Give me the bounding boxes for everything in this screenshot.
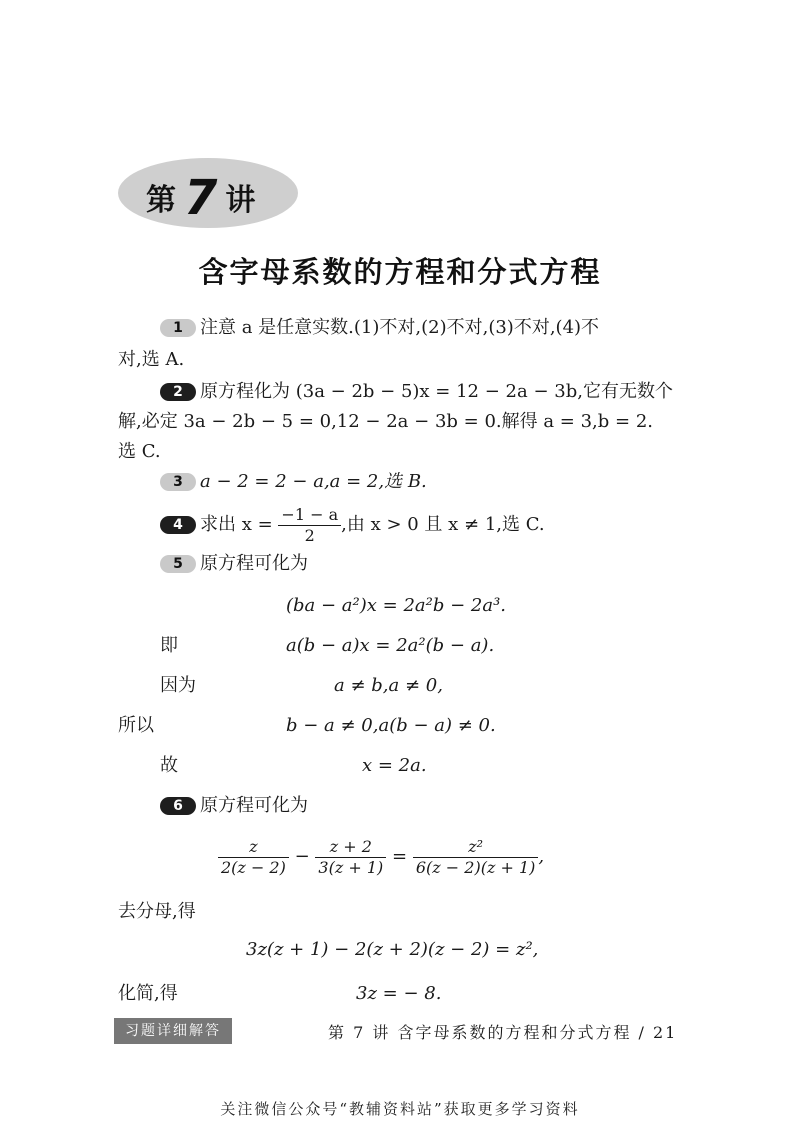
problem-2-badge: 2 (160, 383, 196, 401)
problem-5-equation-5: x = 2a. (362, 755, 427, 776)
lecture-number: 7 (184, 170, 218, 226)
problem-1-line-2: 对,选 A. (118, 349, 185, 370)
problem-6-intro-text: 原方程可化为 (200, 795, 308, 816)
problem-5-equation-3: a ≠ b,a ≠ 0, (334, 675, 443, 696)
problem-5-label-3: 因为 (160, 675, 196, 696)
problem-6-fraction-2 (315, 837, 386, 878)
problem-6-step-2-equation: 3z = − 8. (356, 983, 442, 1004)
problem-5-badge: 5 (160, 555, 196, 573)
problem-6-badge: 6 (160, 797, 196, 815)
problem-5-intro-text: 原方程可化为 (200, 553, 308, 574)
problem-5-intro (160, 552, 308, 576)
problem-2-line-1 (160, 380, 673, 404)
problem-3-line (160, 470, 427, 494)
problem-6-step-2-label: 化简,得 (118, 983, 178, 1004)
problem-4-line (160, 502, 545, 548)
problem-6-fraction-1-denominator: 2(z − 2) (221, 857, 286, 877)
page-title: 含字母系数的方程和分式方程 (198, 255, 602, 289)
problem-4-fraction-denominator: 2 (304, 525, 315, 545)
problem-6-fraction-2-denominator: 3(z + 1) (318, 857, 384, 877)
problem-2-line-2: 解,必定 3a − 2b − 5 = 0,12 − 2a − 3b = 0.解得 a = 3,b = 2. (118, 411, 653, 432)
problem-6-minus: − (294, 846, 310, 867)
problem-6-equals: = (392, 846, 408, 867)
problem-1-badge: 1 (160, 319, 196, 337)
problem-6-fraction-1-numerator: z (218, 837, 289, 858)
problem-5-equation-1: (ba − a²)x = 2a²b − 2a³. (286, 595, 507, 616)
lecture-suffix: 讲 (225, 183, 256, 218)
problem-4-fraction (278, 505, 341, 546)
problem-3-text: a − 2 = 2 − a,a = 2,选 B. (200, 471, 427, 492)
problem-2-text-1: 原方程化为 (3a − 2b − 5)x = 12 − 2a − 3b,它有无数个 (200, 381, 673, 402)
problem-6-fraction-1 (218, 837, 289, 878)
problem-5-equation-4: b − a ≠ 0,a(b − a) ≠ 0. (286, 715, 496, 736)
problem-6-fraction-3 (413, 837, 539, 878)
problem-1-text-1: 注意 a 是任意实数.(1)不对,(2)不对,(3)不对,(4)不 (200, 317, 600, 338)
problem-5-label-5: 故 (160, 755, 178, 776)
problem-4-suffix: ,由 x > 0 且 x ≠ 1,选 C. (341, 514, 545, 535)
problem-2-line-3: 选 C. (118, 441, 161, 462)
problem-6-intro (160, 794, 308, 818)
problem-4-badge: 4 (160, 516, 196, 534)
running-footer: 第 7 讲 含字母系数的方程和分式方程 / 21 (328, 1023, 678, 1042)
section-tag: 习题详细解答 (114, 1018, 232, 1044)
promo-text: 关注微信公众号“教辅资料站”获取更多学习资料 (220, 1100, 580, 1118)
problem-6-fraction-3-denominator: 6(z − 2)(z + 1) (415, 857, 536, 877)
problem-6-fraction-3-numerator: z² (413, 837, 539, 858)
problem-5-label-4: 所以 (118, 715, 154, 736)
problem-6-fraction-equation (218, 834, 544, 880)
problem-3-badge: 3 (160, 473, 196, 491)
problem-4-fraction-numerator: −1 − a (278, 505, 341, 526)
lecture-prefix: 第 (146, 183, 176, 218)
problem-6-fraction-2-numerator: z + 2 (315, 837, 386, 858)
problem-6-step-1-equation: 3z(z + 1) − 2(z + 2)(z − 2) = z², (246, 939, 539, 960)
problem-5-equation-2: a(b − a)x = 2a²(b − a). (286, 635, 495, 656)
problem-1-line-1 (160, 316, 599, 340)
problem-6-comma: , (538, 846, 545, 867)
lecture-heading (146, 166, 256, 226)
problem-5-label-2: 即 (160, 635, 178, 656)
problem-6-step-1-label: 去分母,得 (118, 901, 196, 922)
problem-4-prefix: 求出 x = (200, 514, 273, 535)
